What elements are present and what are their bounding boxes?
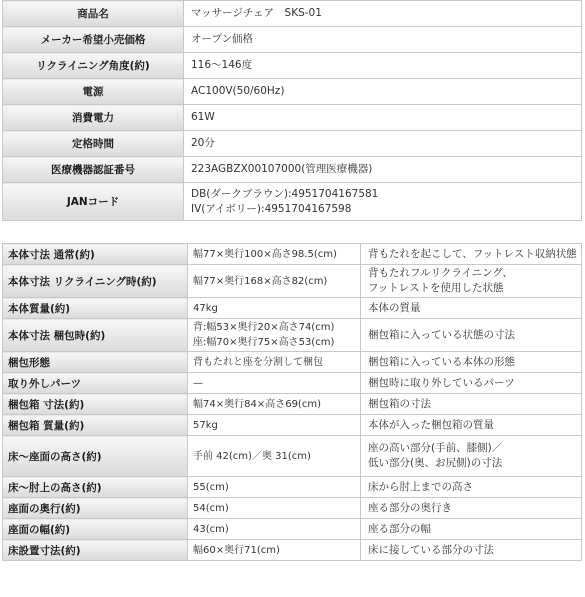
cell-text-line: 幅77×奥行100×高さ98.5(cm) — [193, 248, 337, 260]
spec-size — [188, 394, 361, 415]
cell-text-line: 背もたれを起こして、フットレスト収納状態 — [368, 247, 577, 260]
summary-value — [184, 131, 582, 157]
summary-value — [184, 157, 582, 183]
summary-label: リクライニング角度(約) — [3, 53, 184, 79]
spec-label: 本体寸法 梱包時(約) — [3, 319, 188, 352]
spec-size — [188, 415, 361, 436]
spec-label: 床設置寸法(約) — [3, 540, 188, 561]
summary-value — [184, 27, 582, 53]
spec-size — [188, 265, 361, 298]
spec-row — [3, 265, 582, 298]
cell-text-line: 梱包箱に入っている状態の寸法 — [368, 328, 515, 341]
spec-note — [361, 352, 582, 373]
cell-text-line: 幅77×奥行168×高さ82(cm) — [193, 275, 328, 287]
spec-row — [3, 244, 582, 265]
cell-text-line: 梱包箱に入っている本体の形態 — [368, 355, 515, 368]
spec-row — [3, 540, 582, 561]
spec-row — [3, 436, 582, 477]
product-summary-table — [2, 0, 582, 221]
cell-text-line: マッサージチェア SKS-01 — [191, 7, 322, 19]
cell-text-line: 幅60×奥行71(cm) — [193, 544, 280, 556]
spec-row — [3, 352, 582, 373]
summary-value — [184, 79, 582, 105]
spec-note — [361, 244, 582, 265]
spec-note — [361, 477, 582, 498]
cell-text-line: IV(アイボリー):4951704167598 — [191, 202, 352, 215]
spec-label: 本体寸法 通常(約) — [3, 244, 188, 265]
spec-size — [188, 244, 361, 265]
cell-text-line: 20分 — [191, 137, 215, 149]
spec-size — [188, 540, 361, 561]
cell-text-line: 低い部分(奥、お尻側)の寸法 — [368, 457, 503, 469]
cell-text-line: 54(cm) — [193, 502, 229, 514]
cell-text-line: 背もたれと座を分割して梱包 — [193, 356, 323, 368]
cell-text-line: 座る部分の奥行き — [368, 501, 452, 514]
cell-text-line: 幅74×奥行84×高さ69(cm) — [193, 398, 321, 410]
cell-text-line: 座る部分の幅 — [368, 522, 431, 535]
summary-label: 定格時間 — [3, 131, 184, 157]
spec-note — [361, 415, 582, 436]
spec-size — [188, 477, 361, 498]
spec-size — [188, 498, 361, 519]
cell-text-line: 座:幅70×奥行75×高さ53(cm) — [193, 337, 335, 348]
cell-text-line: 本体の質量 — [368, 301, 421, 314]
cell-text-line: フットレストを使用した状態 — [368, 282, 504, 294]
spec-row — [3, 415, 582, 436]
cell-text-line: 本体が入った梱包箱の質量 — [368, 418, 494, 431]
spec-row — [3, 298, 582, 319]
spec-label: 本体質量(約) — [3, 298, 188, 319]
spec-size — [188, 519, 361, 540]
spec-note — [361, 436, 582, 477]
spec-row — [3, 498, 582, 519]
summary-value — [184, 183, 582, 221]
cell-text-line: 床から肘上までの高さ — [368, 480, 473, 493]
cell-text-line: 手前 42(cm)／奥 31(cm) — [193, 450, 311, 462]
cell-text-line: 梱包時に取り外しているパーツ — [368, 376, 515, 389]
summary-row — [3, 53, 582, 79]
summary-label: JANコード — [3, 183, 184, 221]
summary-label: 医療機器認証番号 — [3, 157, 184, 183]
spec-label: 梱包箱 質量(約) — [3, 415, 188, 436]
cell-text-line: 55(cm) — [193, 481, 229, 493]
summary-row — [3, 157, 582, 183]
cell-text-line: — — [193, 377, 203, 389]
spec-note — [361, 540, 582, 561]
spec-note — [361, 265, 582, 298]
spec-note — [361, 373, 582, 394]
spec-size — [188, 319, 361, 352]
cell-text-line: 43(cm) — [193, 523, 229, 535]
spec-label: 梱包形態 — [3, 352, 188, 373]
spec-size — [188, 373, 361, 394]
spec-note — [361, 319, 582, 352]
spec-label: 床～座面の高さ(約) — [3, 436, 188, 477]
cell-text-line: 背:幅53×奥行20×高さ74(cm) — [193, 322, 335, 333]
summary-label: 電源 — [3, 79, 184, 105]
spec-size — [188, 298, 361, 319]
summary-row — [3, 79, 582, 105]
spec-label: 本体寸法 リクライニング時(約) — [3, 265, 188, 298]
summary-row — [3, 1, 582, 27]
summary-row — [3, 105, 582, 131]
cell-text-line: 梱包箱の寸法 — [368, 397, 431, 410]
cell-text-line: 座の高い部分(手前、膝側)／ — [368, 442, 503, 454]
summary-value — [184, 53, 582, 79]
spec-row — [3, 319, 582, 352]
spec-label: 座面の奥行(約) — [3, 498, 188, 519]
cell-text-line: 116～146度 — [191, 59, 253, 71]
spec-row — [3, 477, 582, 498]
spec-label: 梱包箱 寸法(約) — [3, 394, 188, 415]
spec-note — [361, 498, 582, 519]
spec-row — [3, 373, 582, 394]
cell-text-line: 背もたれフルリクライニング、 — [368, 267, 514, 279]
spec-row — [3, 394, 582, 415]
cell-text-line: 61W — [191, 111, 215, 123]
cell-text-line: 床に接している部分の寸法 — [368, 543, 494, 556]
summary-value — [184, 105, 582, 131]
summary-value — [184, 1, 582, 27]
spec-label: 取り外しパーツ — [3, 373, 188, 394]
summary-row — [3, 131, 582, 157]
cell-text-line: DB(ダークブラウン):4951704167581 — [191, 187, 379, 200]
summary-label: メーカー希望小売価格 — [3, 27, 184, 53]
spec-size — [188, 436, 361, 477]
spec-label: 座面の幅(約) — [3, 519, 188, 540]
cell-text-line: AC100V(50/60Hz) — [191, 85, 285, 97]
cell-text-line: 47kg — [193, 302, 218, 314]
spec-note — [361, 394, 582, 415]
summary-label: 消費電力 — [3, 105, 184, 131]
spec-label: 床～肘上の高さ(約) — [3, 477, 188, 498]
spec-note — [361, 519, 582, 540]
spec-row — [3, 519, 582, 540]
cell-text-line: 57kg — [193, 419, 218, 431]
product-spec-table — [2, 243, 582, 561]
summary-row — [3, 183, 582, 221]
summary-label: 商品名 — [3, 1, 184, 27]
summary-row — [3, 27, 582, 53]
spec-size — [188, 352, 361, 373]
cell-text-line: 223AGBZX00107000(管理医療機器) — [191, 163, 373, 175]
cell-text-line: オープン価格 — [191, 33, 254, 45]
spec-note — [361, 298, 582, 319]
